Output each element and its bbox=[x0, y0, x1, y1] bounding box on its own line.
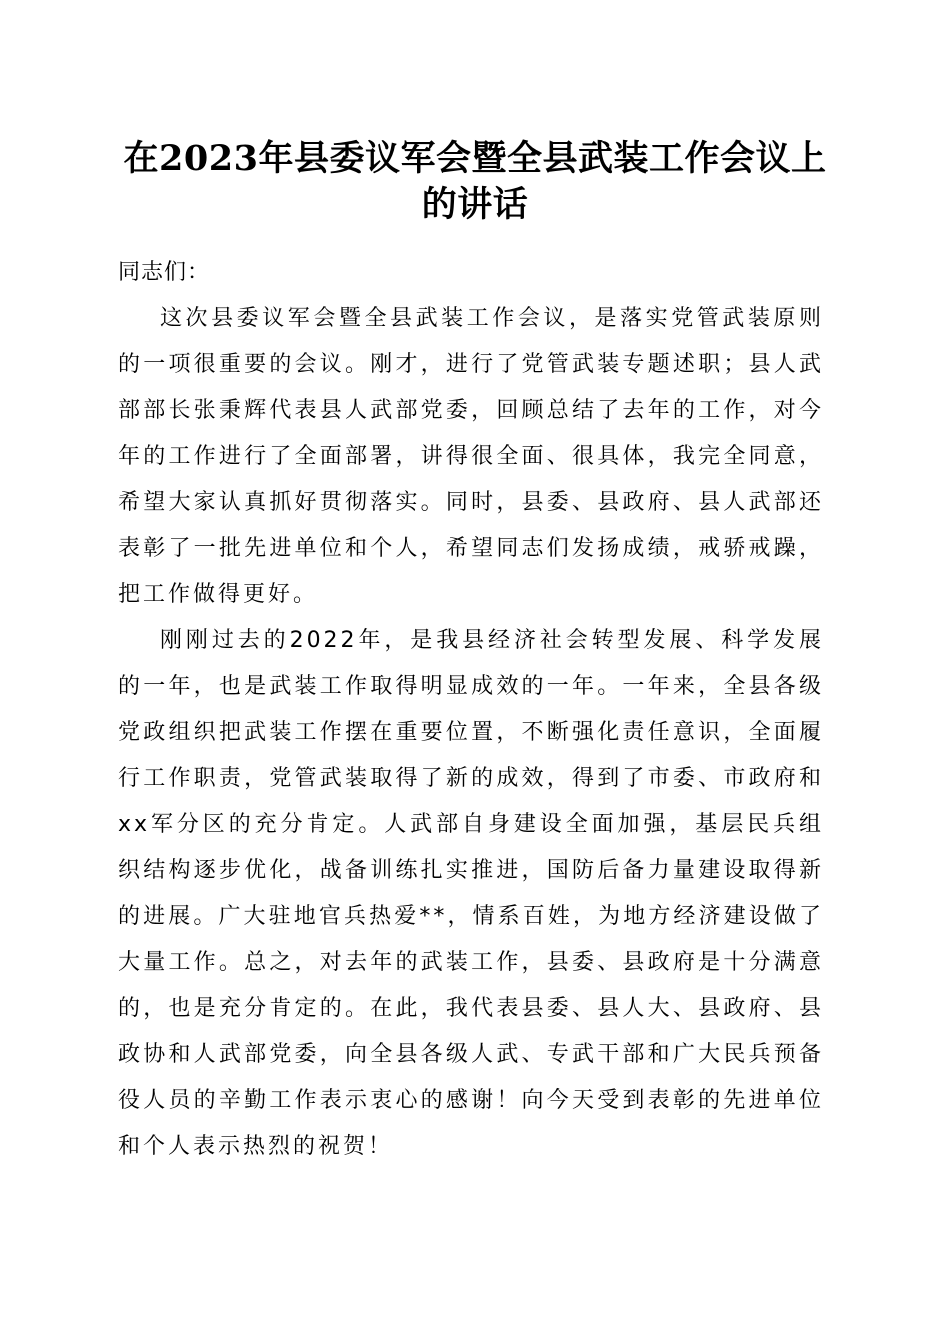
document-body bbox=[118, 250, 824, 1170]
salutation: 同志们： bbox=[118, 260, 211, 285]
paragraph-2: 刚刚过去的2022年，是我县经济社会转型发展、科学发展的一年，也是武装工作取得明显成效的一年。一年来，全县各级党政组织把武装工作摆在重要位置，不断强化责任意识，全面履行工作职责，党管武装取得了新的成效，得到了市委、市政府和xx军分区的充分肯定。人武部自身建设全面加强，基层民兵组织结构逐步优化，战备训练扎实推进，国防后备力量建设取得新的进展。广大驻地官兵热爱**，情系百姓，为地方经济建设做了大量工作。总之，对去年的武装工作，县委、县政府是十分满意的，也是充分肯定的。在此，我代表县委、县人大、县政府、县政协和人武部党委，向全县各级人武、专武干部和广大民兵预备役人员的辛勤工作表示衷心的感谢！向今天受到表彰的先进单位和个人表示热烈的祝贺！ bbox=[118, 628, 824, 1159]
document-title: 在2023年县委议军会暨全县武装工作会议上的讲话 bbox=[123, 138, 827, 225]
paragraph-1: 这次县委议军会暨全县武装工作会议，是落实党管武装原则的一项很重要的会议。刚才，进行了党管武装专题述职；县人武部部长张秉辉代表县人武部党委，回顾总结了去年的工作，对今年的工作进行了全面部署，讲得很全面、很具体，我完全同意，希望大家认真抓好贯彻落实。同时，县委、县政府、县人武部还表彰了一批先进单位和个人，希望同志们发扬成绩，戒骄戒躁，把工作做得更好。 bbox=[118, 306, 824, 607]
